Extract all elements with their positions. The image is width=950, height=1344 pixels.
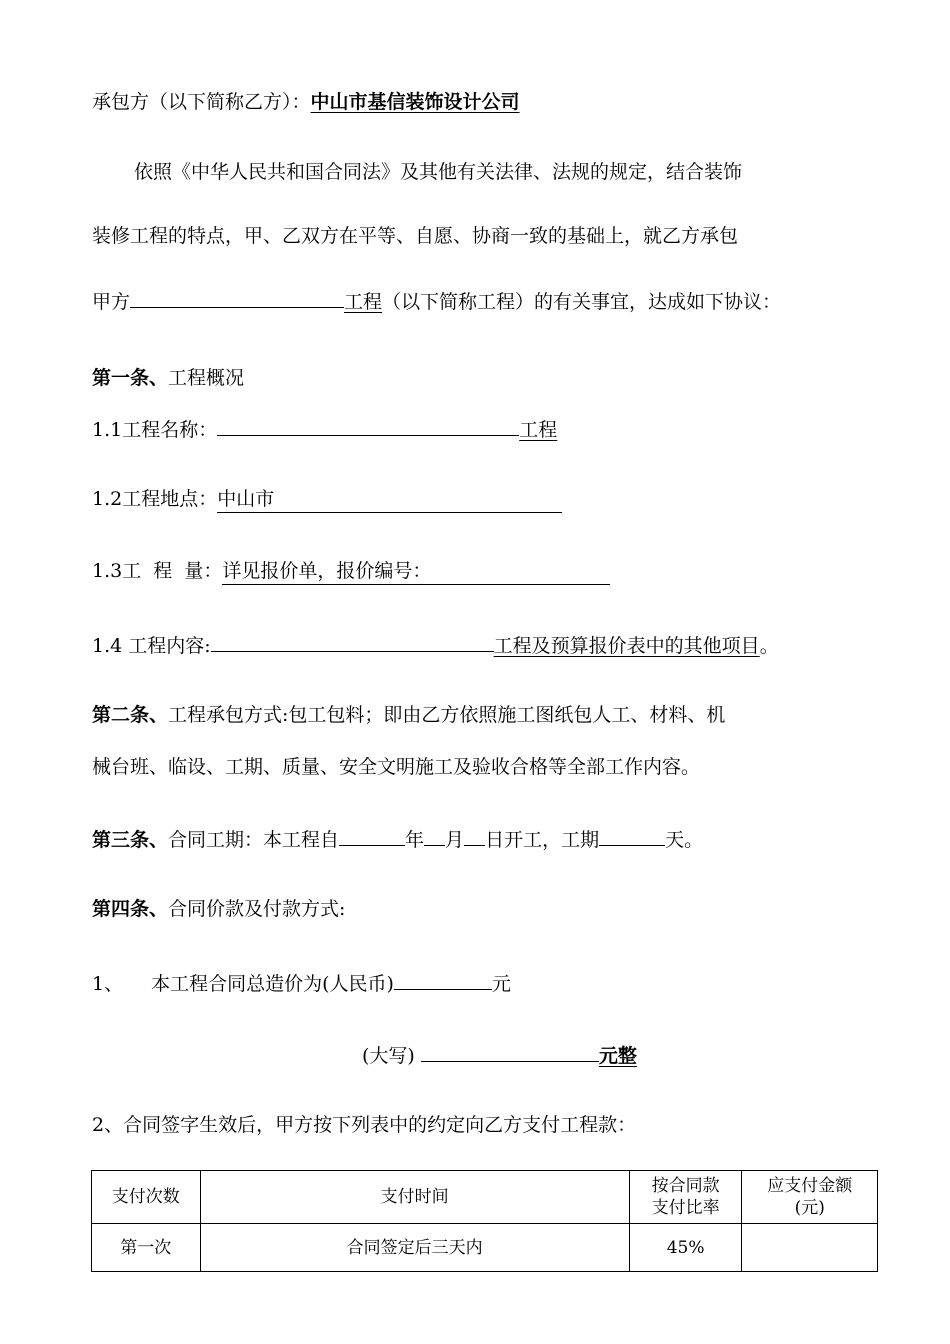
contractor-line	[92, 90, 520, 114]
project-name-blank[interactable]	[130, 287, 344, 308]
article-4-item-1-text: 本工程合同总造价为(人民币)	[151, 973, 394, 995]
preamble-line-2: 装修工程的特点，甲、乙双方在平等、自愿、协商一致的基础上，就乙方承包	[92, 225, 739, 247]
contractor-label: 承包方（以下简称乙方）：	[92, 91, 311, 113]
quote-number-field[interactable]	[222, 559, 610, 585]
start-year-blank[interactable]	[339, 825, 405, 846]
item-1-2-label: 1.2工程地点：	[92, 488, 218, 510]
item-1-1	[92, 415, 557, 442]
article-3-title: 第三条、	[92, 829, 169, 851]
article-4-item-2: 2、合同签字生效后，甲方按下列表中的约定向乙方支付工程款：	[92, 1114, 637, 1136]
capital-unit: 元整	[598, 1045, 637, 1067]
preamble-party-a: 甲方	[92, 291, 131, 313]
article-3-days: 天。	[665, 829, 704, 851]
payment-table	[91, 1170, 878, 1272]
capital-amount-blank[interactable]	[421, 1041, 599, 1062]
project-location-field[interactable]	[217, 487, 562, 513]
article-2-line-1	[92, 703, 725, 727]
contractor-name: 中山市基信装饰设计公司	[310, 91, 520, 113]
item-1-4-value: 工程及预算报价表中的其他项目	[493, 635, 760, 657]
row-time: 合同签定后三天内	[200, 1224, 629, 1272]
article-3-day: 日开工，工期	[485, 829, 600, 851]
preamble-project: 工程	[344, 291, 383, 313]
item-1-3-label: 1.3工 程 量：	[92, 560, 223, 582]
article-1-title: 第一条、	[92, 367, 169, 389]
article-4-item-1	[92, 969, 511, 996]
article-1-heading-text: 工程概况	[168, 367, 245, 389]
article-4-heading	[92, 897, 345, 921]
start-month-blank[interactable]	[424, 825, 445, 846]
project-title-blank[interactable]	[217, 415, 519, 436]
preamble-suffix: （以下简称工程）的有关事宜，达成如下协议：	[382, 291, 782, 313]
article-4-heading-text: 合同价款及付款方式:	[168, 898, 346, 920]
work-content-blank[interactable]	[211, 631, 494, 652]
article-2-title: 第二条、	[92, 704, 169, 726]
article-3-month: 月	[445, 829, 465, 851]
article-2-text-1: 工程承包方式:包工包料；即由乙方依照施工图纸包人工、材料、机	[168, 704, 726, 726]
item-1-1-value: 工程	[519, 419, 558, 441]
item-1-4-end: 。	[759, 635, 779, 657]
capital-amount-line	[362, 1041, 637, 1068]
article-4-item-1-num: 1、	[92, 973, 124, 995]
row-ratio: 45%	[629, 1224, 742, 1272]
article-3-year: 年	[405, 829, 425, 851]
article-2-line-2: 械台班、临设、工期、质量、安全文明施工及验收合格等全部工作内容。	[92, 756, 701, 778]
table-header-row	[92, 1171, 878, 1224]
article-4-item-1-unit: 元	[491, 973, 511, 995]
header-amount-line-1: 应支付金额	[767, 1176, 853, 1196]
item-1-1-label: 1.1工程名称：	[92, 419, 218, 441]
header-amount	[742, 1171, 878, 1224]
table-row	[92, 1224, 878, 1272]
item-1-4-label: 1.4 工程内容:	[92, 635, 211, 657]
article-3	[92, 825, 703, 852]
item-1-3	[92, 559, 610, 585]
header-ratio	[629, 1171, 742, 1224]
header-amount-line-2: (元)	[794, 1198, 825, 1218]
total-price-blank[interactable]	[394, 969, 492, 990]
header-time: 支付时间	[200, 1171, 629, 1224]
article-4-title: 第四条、	[92, 898, 169, 920]
header-count: 支付次数	[92, 1171, 201, 1224]
item-1-2	[92, 487, 562, 513]
duration-blank[interactable]	[599, 825, 665, 846]
header-ratio-line-2: 支付比率	[651, 1198, 720, 1218]
item-1-2-value: 中山市	[217, 488, 275, 510]
preamble-line-1: 依照《中华人民共和国合同法》及其他有关法律、法规的规定，结合装饰	[134, 161, 743, 183]
preamble-line-3	[92, 287, 781, 314]
row-count: 第一次	[92, 1224, 201, 1272]
header-ratio-line-1: 按合同款	[651, 1176, 720, 1196]
item-1-4	[92, 631, 779, 658]
article-1-heading	[92, 366, 244, 390]
capital-label: (大写)	[362, 1045, 415, 1067]
row-amount[interactable]	[742, 1224, 878, 1272]
start-day-blank[interactable]	[464, 825, 485, 846]
article-3-text-a: 合同工期：本工程自	[168, 829, 340, 851]
item-1-3-value: 详见报价单，报价编号：	[222, 560, 432, 582]
